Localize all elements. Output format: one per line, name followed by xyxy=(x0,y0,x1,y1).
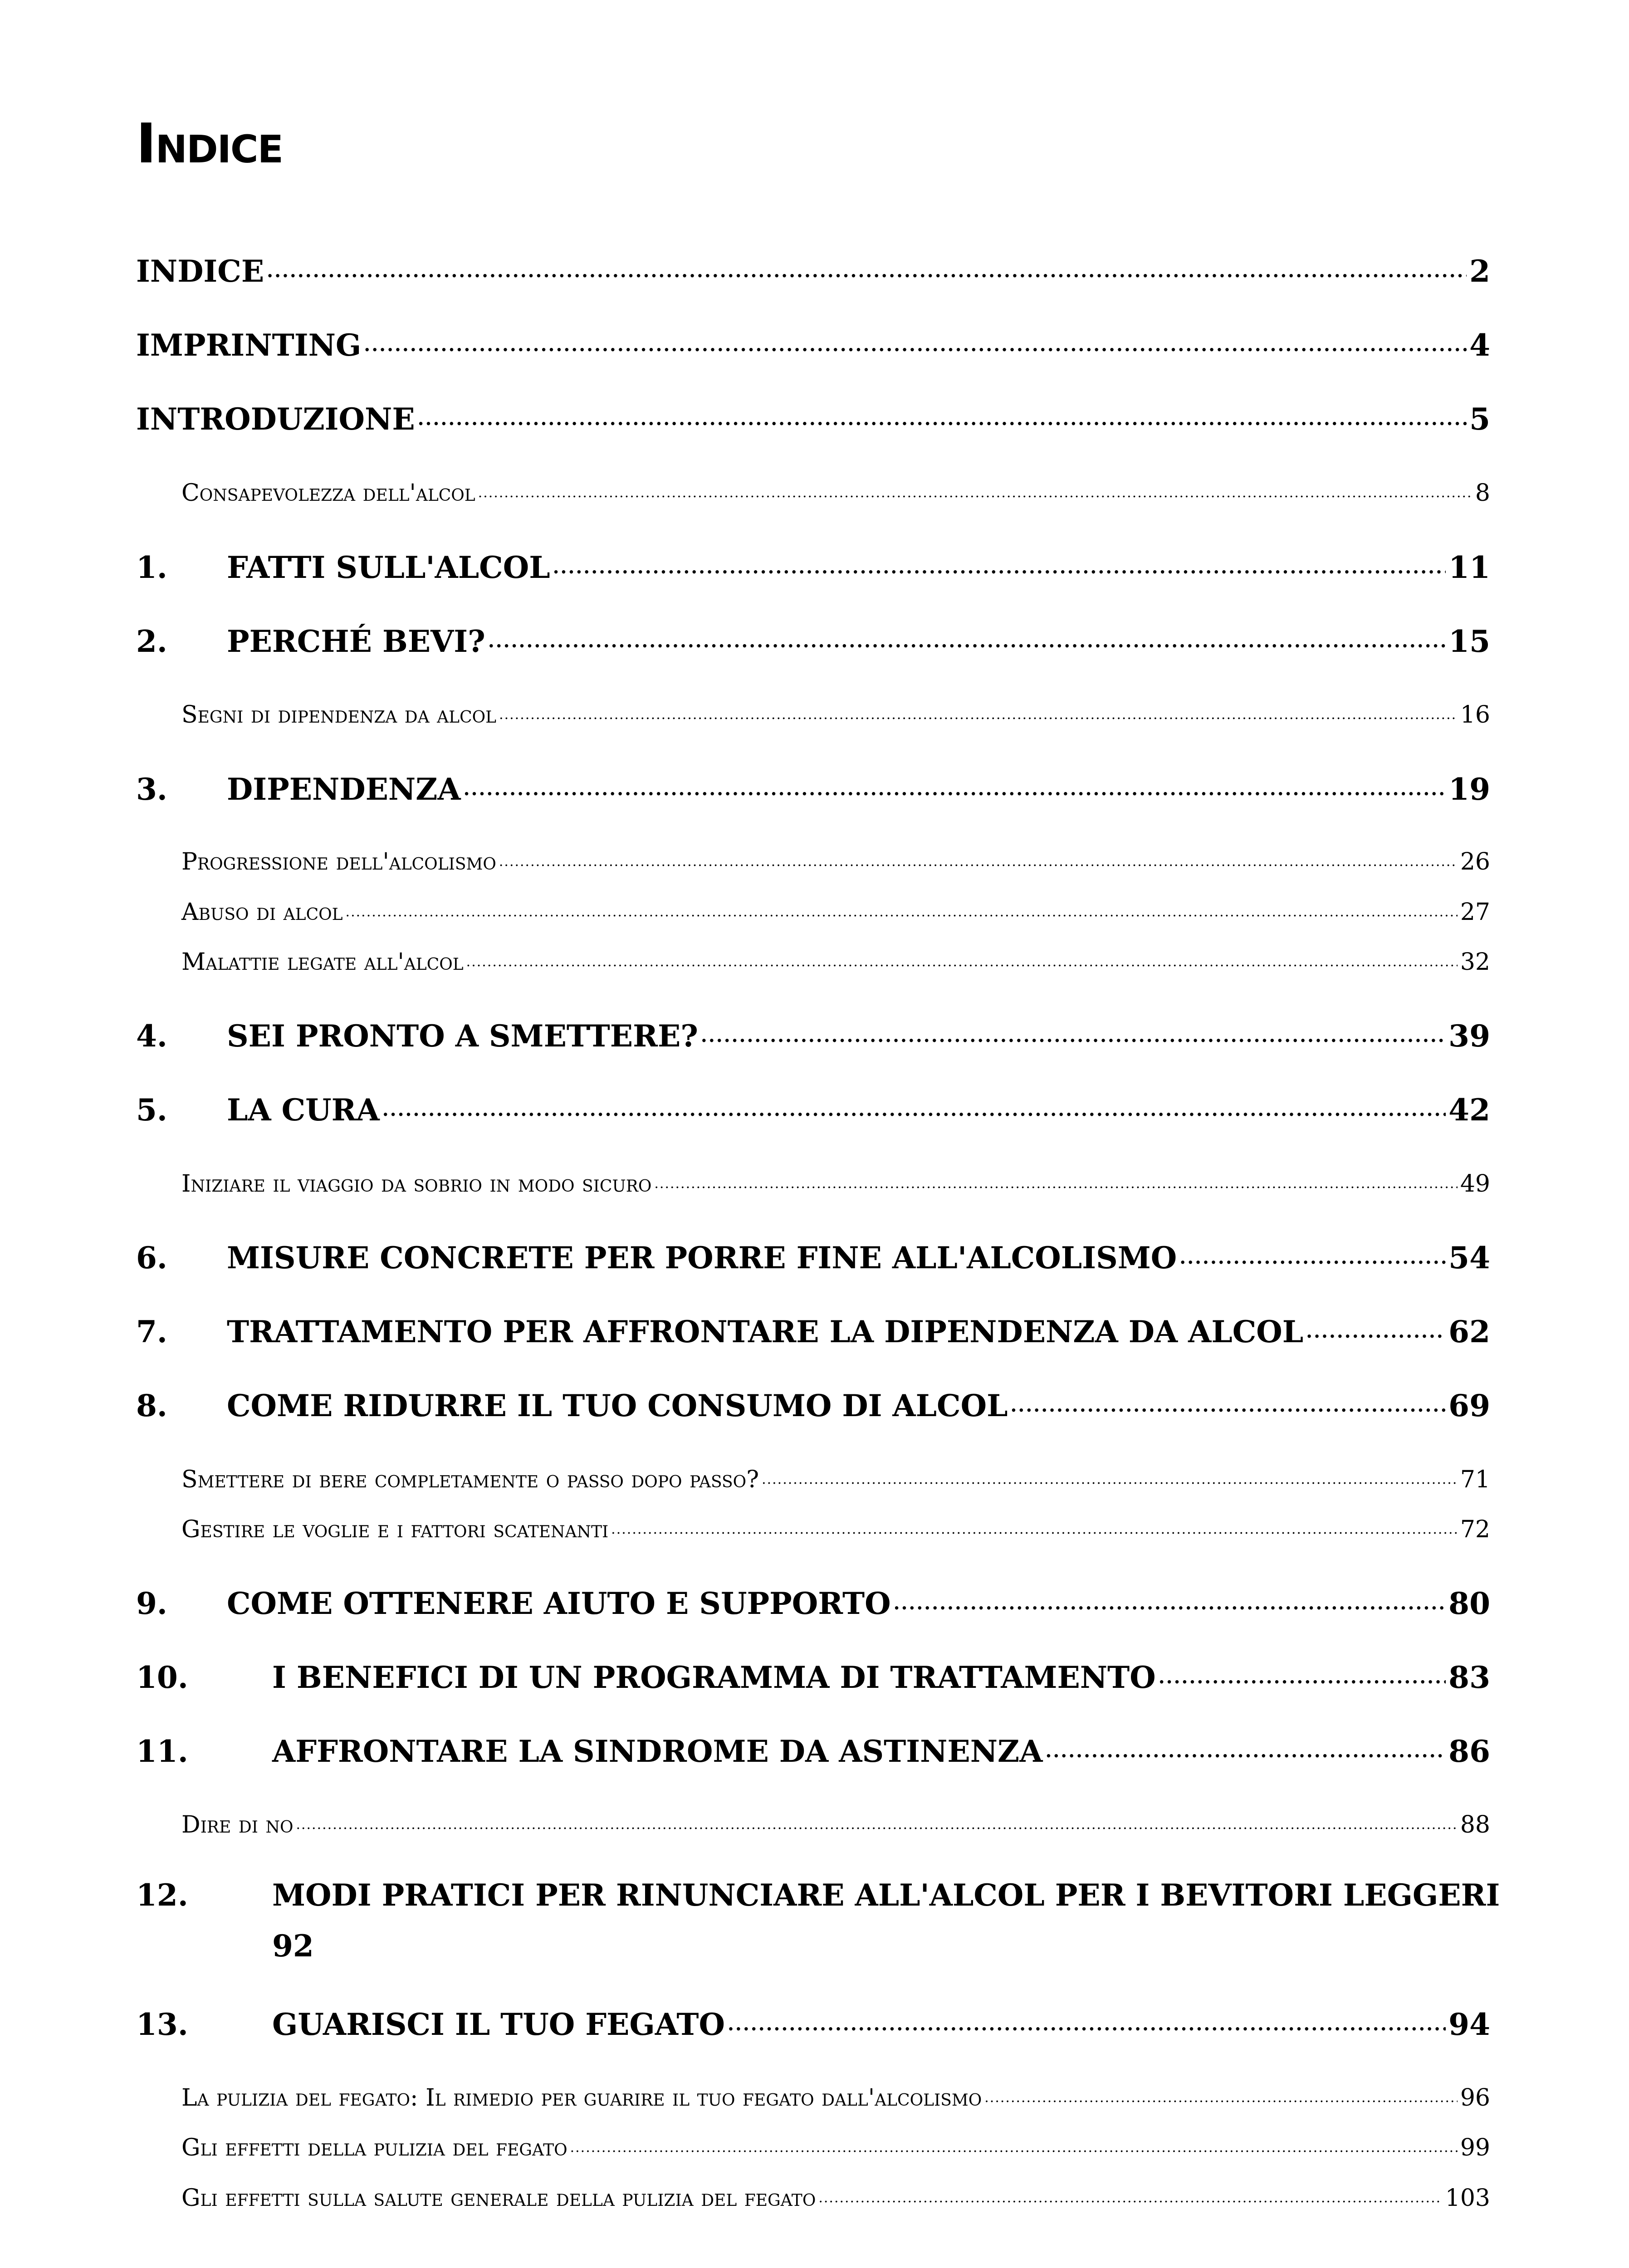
toc-entry-title: MODI PRATICI PER RINUNCIARE ALL'ALCOL PER I BEVITORI LEGGERI xyxy=(272,1877,1500,1913)
toc-entry-page: 71 xyxy=(1460,1466,1490,1493)
dot-leader xyxy=(894,1584,1446,1614)
toc-subentry-pulizia-fegato[interactable] xyxy=(136,2082,1490,2112)
toc-entry-chapter-12[interactable] xyxy=(136,1870,1500,1971)
toc-entry-number: 12. xyxy=(136,1877,188,1913)
toc-entry-number: 6. xyxy=(136,1240,167,1276)
dot-leader xyxy=(478,477,1472,501)
toc-entry-page: 8 xyxy=(1475,479,1490,507)
dot-leader xyxy=(728,2005,1446,2035)
dot-leader xyxy=(611,1514,1458,1537)
toc-entry-title: INTRODUZIONE xyxy=(136,401,415,437)
toc-subentry-dire-di-no[interactable] xyxy=(136,1809,1490,1838)
toc-entry-title: TRATTAMENTO PER AFFRONTARE LA DIPENDENZA DA ALCOL xyxy=(227,1314,1304,1349)
dot-leader xyxy=(499,699,1458,723)
toc-entry-chapter-9[interactable] xyxy=(136,1584,1490,1621)
dot-leader xyxy=(654,1168,1457,1192)
toc-entry-number: 3. xyxy=(136,772,167,807)
toc-entry-page: 5 xyxy=(1469,401,1490,437)
toc-subentry-iniziare[interactable] xyxy=(136,1168,1490,1198)
toc-entry-number: 8. xyxy=(136,1388,167,1423)
dot-leader xyxy=(1010,1386,1446,1416)
toc-entry-title: I BENEFICI DI UN PROGRAMMA DI TRATTAMENTO xyxy=(272,1660,1156,1695)
toc-entry-page: 39 xyxy=(1448,1018,1490,1054)
toc-entry-page: 15 xyxy=(1448,624,1490,659)
dot-leader xyxy=(382,1090,1446,1120)
toc-entry-page: 26 xyxy=(1460,848,1490,875)
toc-entry-page: 49 xyxy=(1460,1170,1490,1198)
dot-leader xyxy=(296,1809,1457,1833)
toc-entry-chapter-4[interactable] xyxy=(136,1017,1490,1054)
toc-entry-number: 1. xyxy=(136,550,167,585)
page-title: Indice xyxy=(136,112,283,176)
toc-entry-page: 2 xyxy=(1469,254,1490,289)
toc-entry-page: 72 xyxy=(1460,1516,1490,1543)
toc-entry-title: Smettere di bere completamente o passo dopo passo? xyxy=(181,1466,759,1493)
toc-entry-title: IMPRINTING xyxy=(136,327,362,363)
toc-subentry-smettere[interactable] xyxy=(136,1464,1490,1493)
toc-entry-title: AFFRONTARE LA SINDROME DA ASTINENZA xyxy=(272,1734,1043,1769)
toc-entry-number: 10. xyxy=(136,1660,188,1695)
toc-entry-page: 92 xyxy=(272,1928,314,1964)
toc-entry-title: La pulizia del fegato: Il rimedio per guarire il tuo fegato dall'alcolismo xyxy=(181,2084,982,2112)
toc-entry-title: PERCHÉ BEVI? xyxy=(227,624,485,659)
toc-entry-imprinting[interactable] xyxy=(136,326,1490,363)
toc-entry-title: FATTI SULL'ALCOL xyxy=(227,550,550,585)
toc-entry-chapter-1[interactable] xyxy=(136,548,1490,585)
toc-entry-page: 96 xyxy=(1460,2084,1490,2112)
toc-entry-page: 42 xyxy=(1448,1092,1490,1128)
dot-leader xyxy=(418,400,1467,430)
toc-entry-chapter-13[interactable] xyxy=(136,2005,1490,2042)
toc-entry-page: 32 xyxy=(1460,948,1490,976)
toc-entry-page: 27 xyxy=(1460,899,1490,926)
dot-leader xyxy=(570,2132,1458,2156)
toc-entry-number: 2. xyxy=(136,624,167,659)
dot-leader xyxy=(1045,1732,1446,1762)
toc-subentry-effetti-pulizia[interactable] xyxy=(136,2132,1490,2161)
toc-entry-title: INDICE xyxy=(136,254,264,289)
toc-entry-title: Abuso di alcol xyxy=(181,899,343,926)
toc-subentry-consapevolezza[interactable] xyxy=(136,477,1490,507)
toc-entry-title: LA CURA xyxy=(227,1092,380,1128)
toc-subentry-effetti-salute[interactable] xyxy=(136,2182,1490,2212)
toc-entry-number: 7. xyxy=(136,1314,167,1349)
toc-entry-title: Gestire le voglie e i fattori scatenanti xyxy=(181,1516,609,1543)
toc-entry-number: 4. xyxy=(136,1018,167,1054)
toc-entry-page: 99 xyxy=(1460,2134,1490,2161)
dot-leader xyxy=(267,252,1467,282)
toc-entry-title: MISURE CONCRETE PER PORRE FINE ALL'ALCOLISMO xyxy=(227,1240,1177,1276)
toc-entry-title: Iniziare il viaggio da sobrio in modo sicuro xyxy=(181,1170,652,1198)
toc-entry-title: DIPENDENZA xyxy=(227,772,461,807)
toc-entry-title: GUARISCI IL TUO FEGATO xyxy=(272,2007,725,2042)
toc-entry-chapter-10[interactable] xyxy=(136,1658,1490,1695)
dot-leader xyxy=(1179,1238,1446,1268)
toc-entry-page: 54 xyxy=(1448,1240,1490,1276)
toc-entry-chapter-3[interactable] xyxy=(136,770,1490,807)
dot-leader xyxy=(466,946,1458,970)
toc-subentry-abuso[interactable] xyxy=(136,896,1490,926)
toc-subentry-gestire[interactable] xyxy=(136,1514,1490,1543)
toc-entry-page: 80 xyxy=(1448,1586,1490,1621)
toc-entry-page: 16 xyxy=(1460,701,1490,728)
toc-subentry-malattie[interactable] xyxy=(136,946,1490,976)
toc-entry-title: Consapevolezza dell'alcol xyxy=(181,479,475,507)
dot-leader xyxy=(984,2082,1458,2106)
dot-leader xyxy=(488,622,1446,652)
toc-entry-chapter-2[interactable] xyxy=(136,622,1490,659)
toc-entry-page: 19 xyxy=(1448,772,1490,807)
toc-entry-chapter-7[interactable] xyxy=(136,1312,1490,1349)
toc-entry-indice[interactable] xyxy=(136,252,1490,289)
toc-entry-title: Progressione dell'alcolismo xyxy=(181,848,496,875)
toc-entry-title: Gli effetti sulla salute generale della pulizia del fegato xyxy=(181,2185,816,2212)
dot-leader xyxy=(701,1017,1446,1046)
toc-subentry-progressione[interactable] xyxy=(136,846,1490,875)
dot-leader xyxy=(499,846,1458,870)
dot-leader xyxy=(553,548,1446,578)
toc-entry-page: 62 xyxy=(1448,1314,1490,1349)
dot-leader xyxy=(364,326,1467,356)
toc-entry-number: 9. xyxy=(136,1586,167,1621)
toc-entry-page: 88 xyxy=(1460,1811,1490,1838)
dot-leader xyxy=(1306,1312,1446,1342)
toc-entry-page: 83 xyxy=(1448,1660,1490,1695)
toc-entry-number: 13. xyxy=(136,2007,188,2042)
toc-entry-page: 69 xyxy=(1448,1388,1490,1423)
dot-leader xyxy=(1159,1658,1446,1688)
toc-entry-title: Segni di dipendenza da alcol xyxy=(181,701,497,728)
toc-entry-title: Malattie legate all'alcol xyxy=(181,948,464,976)
dot-leader xyxy=(464,770,1446,800)
toc-entry-introduzione[interactable] xyxy=(136,400,1490,437)
toc-entry-title: COME RIDURRE IL TUO CONSUMO DI ALCOL xyxy=(227,1388,1008,1423)
dot-leader xyxy=(346,896,1458,920)
toc-entry-chapter-11[interactable] xyxy=(136,1732,1490,1769)
toc-entry-title: COME OTTENERE AIUTO E SUPPORTO xyxy=(227,1586,891,1621)
toc-entry-page: 94 xyxy=(1448,2007,1490,2042)
toc-entry-page: 4 xyxy=(1469,327,1490,363)
dot-leader xyxy=(762,1464,1458,1487)
toc-entry-page: 86 xyxy=(1448,1734,1490,1769)
toc-entry-chapter-6[interactable] xyxy=(136,1238,1490,1276)
toc-entry-title: Dire di no xyxy=(181,1811,294,1838)
toc-entry-chapter-8[interactable] xyxy=(136,1386,1490,1423)
toc-entry-title: Gli effetti della pulizia del fegato xyxy=(181,2134,567,2161)
toc-entry-page: 11 xyxy=(1448,550,1490,585)
toc-subentry-segni[interactable] xyxy=(136,699,1490,728)
toc-entry-title: SEI PRONTO A SMETTERE? xyxy=(227,1018,698,1054)
dot-leader xyxy=(818,2182,1442,2206)
toc-entry-page: 103 xyxy=(1445,2185,1490,2212)
toc-entry-number: 11. xyxy=(136,1734,188,1769)
toc-entry-chapter-5[interactable] xyxy=(136,1090,1490,1128)
toc-entry-number: 5. xyxy=(136,1092,167,1128)
